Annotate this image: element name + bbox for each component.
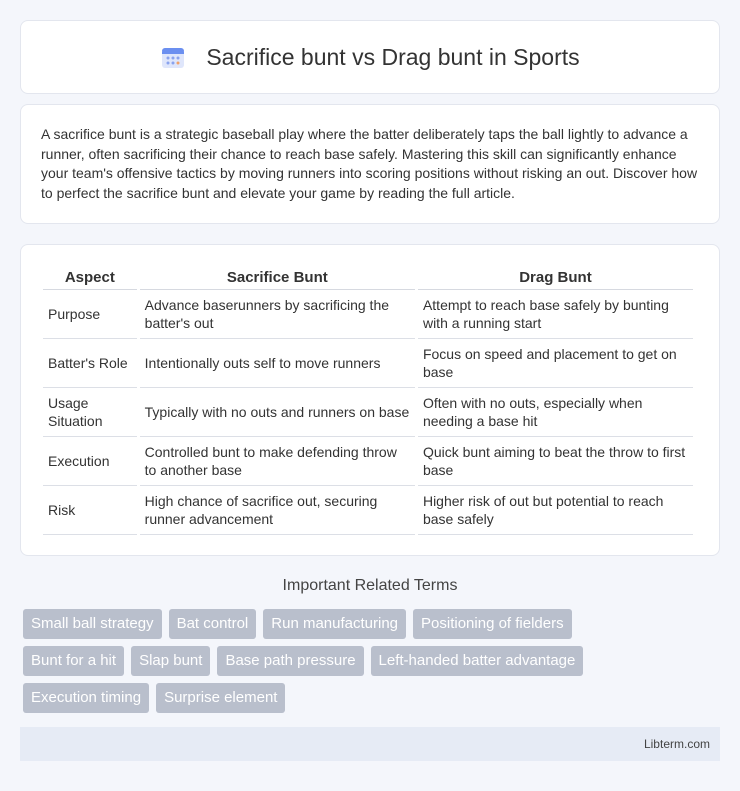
table-cell: Controlled bunt to make defending throw to another base <box>140 437 415 486</box>
column-header-drag-bunt: Drag Bunt <box>418 263 693 290</box>
comparison-table <box>40 263 696 535</box>
footer <box>20 727 720 761</box>
tag-execution-timing[interactable]: Execution timing <box>23 683 149 713</box>
tag-base-path-pressure[interactable]: Base path pressure <box>217 646 363 676</box>
tag-run-manufacturing[interactable]: Run manufacturing <box>263 609 406 639</box>
column-header-aspect: Aspect <box>43 263 137 290</box>
table-cell: High chance of sacrifice out, securing runner advancement <box>140 486 415 535</box>
table-row <box>43 339 693 388</box>
tag-row <box>23 609 723 639</box>
tag-row <box>23 646 723 676</box>
related-terms-tags <box>23 609 723 720</box>
table-header-row <box>43 263 693 290</box>
table-row <box>43 437 693 486</box>
table-cell: Risk <box>43 486 137 535</box>
tag-row <box>23 683 723 713</box>
table-cell: Often with no outs, especially when needing a base hit <box>418 388 693 437</box>
page-title: Sacrifice bunt vs Drag bunt in Sports <box>206 43 580 70</box>
table-row <box>43 290 693 339</box>
calendar-icon <box>160 44 186 70</box>
tag-surprise-element[interactable]: Surprise element <box>156 683 285 713</box>
table-cell: Typically with no outs and runners on base <box>140 388 415 437</box>
related-terms-title: Important Related Terms <box>282 577 458 594</box>
comparison-table-card <box>20 244 720 556</box>
tag-bunt-for-a-hit[interactable]: Bunt for a hit <box>23 646 124 676</box>
intro-card <box>20 104 720 224</box>
tag-left-handed-batter-advantage[interactable]: Left-handed batter advantage <box>371 646 584 676</box>
tag-slap-bunt[interactable]: Slap bunt <box>131 646 210 676</box>
table-cell: Execution <box>43 437 137 486</box>
tag-positioning-of-fielders[interactable]: Positioning of fielders <box>413 609 572 639</box>
title-card <box>20 20 720 94</box>
table-cell: Advance baserunners by sacrificing the batter's out <box>140 290 415 339</box>
table-cell: Usage Situation <box>43 388 137 437</box>
table-cell: Focus on speed and placement to get on base <box>418 339 693 388</box>
table-row <box>43 388 693 437</box>
footer-site-link[interactable]: Libterm.com <box>643 737 710 751</box>
column-header-sacrifice-bunt: Sacrifice Bunt <box>140 263 415 290</box>
table-row <box>43 486 693 535</box>
table-cell: Intentionally outs self to move runners <box>140 339 415 388</box>
table-cell: Higher risk of out but potential to reach base safely <box>418 486 693 535</box>
tag-small-ball-strategy[interactable]: Small ball strategy <box>23 609 162 639</box>
intro-text: A sacrifice bunt is a strategic baseball play where the batter deliberately taps the ball lightly to advance a runner, often sacrificing their chance to reach base safely. Mastering this skill can significantly enhance your team's offensive tactics by moving runners into scoring positions without risking an out. Discover how to perfect the sacrifice bunt and elevate your game by reading the full article. <box>41 126 698 201</box>
table-cell: Quick bunt aiming to beat the throw to first base <box>418 437 693 486</box>
table-cell: Purpose <box>43 290 137 339</box>
tag-bat-control[interactable]: Bat control <box>169 609 257 639</box>
table-cell: Batter's Role <box>43 339 137 388</box>
table-cell: Attempt to reach base safely by bunting with a running start <box>418 290 693 339</box>
